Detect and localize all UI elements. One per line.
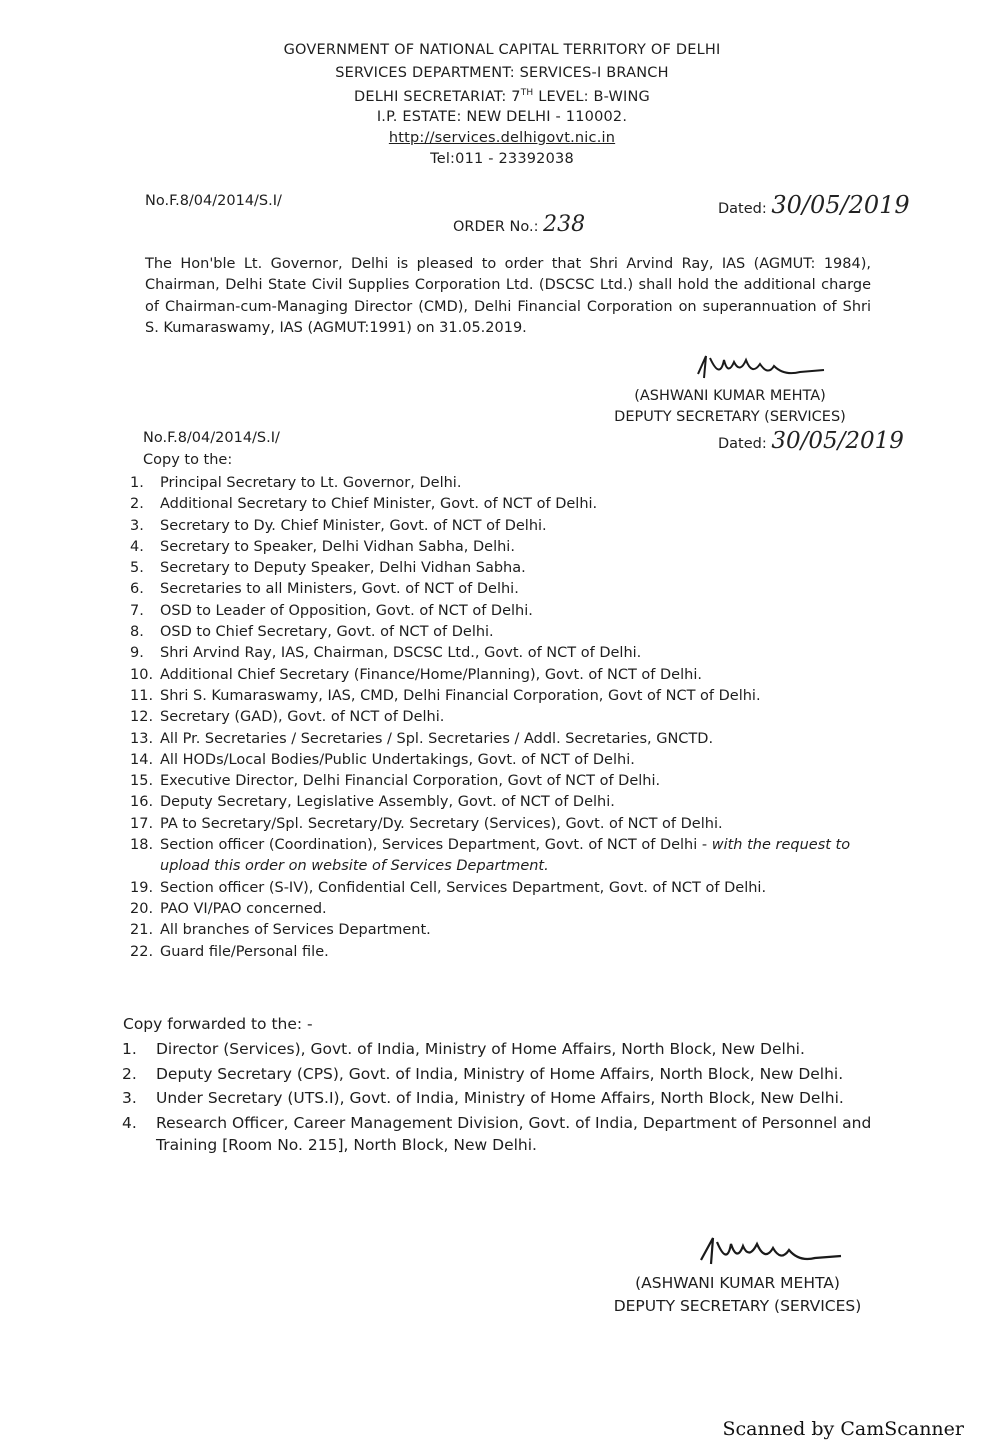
order-body-paragraph: The Hon'ble Lt. Governor, Delhi is pleased to order that Shri Arvind Ray, IAS (AGMUT: 1984), Chairman, Delhi State Civil Supplies Corporation Ltd. (DSCSC Ltd.) shall hold the additional charge of Chairman-cum-Managing Director (CMD), Delhi Financial Corporation on superannuation of Shri S. Kumaraswamy, IAS (AGMUT:1991) on 31.05.2019. (145, 256, 871, 337)
signatory-designation: DEPUTY SECRETARY (SERVICES) (614, 409, 846, 425)
list-item-text: Section officer (S-IV), Confidential Cell, Services Department, Govt. of NCT of Delhi. (160, 879, 767, 896)
list-item-italic-note: with the request to upload this order on website of Services Department. (160, 837, 851, 875)
list-item-text: OSD to Leader of Opposition, Govt. of NCT of Delhi. (160, 602, 533, 619)
list-item (130, 558, 875, 579)
list-item-text: Guard file/Personal file. (160, 943, 329, 960)
list-item (130, 814, 875, 835)
list-item-number: 17. (130, 815, 154, 832)
list-item (130, 878, 875, 899)
list-item (122, 1038, 877, 1061)
list-item (130, 665, 875, 686)
list-item-number: 3. (122, 1089, 137, 1107)
list-item-text: Secretaries to all Ministers, Govt. of NCT of Delhi. (160, 581, 519, 598)
list-item-text: PA to Secretary/Spl. Secretary/Dy. Secretary (Services), Govt. of NCT of Delhi. (160, 815, 723, 832)
order-file-number: No.F.8/04/2014/S.I/ (145, 193, 282, 209)
list-item-text: Deputy Secretary, Legislative Assembly, Govt. of NCT of Delhi. (160, 794, 615, 811)
list-item (122, 1112, 877, 1157)
list-item-text: Additional Chief Secretary (Finance/Home/Planning), Govt. of NCT of Delhi. (160, 666, 702, 683)
list-item-number: 13. (130, 730, 154, 747)
list-item (130, 771, 875, 792)
signatory-designation: DEPUTY SECRETARY (SERVICES) (613, 1296, 862, 1315)
handwritten-order-number: 238 (543, 212, 586, 237)
list-item (130, 622, 875, 643)
list-item (130, 899, 875, 920)
list-item-text: Shri S. Kumaraswamy, IAS, CMD, Delhi Financial Corporation, Govt of NCT of Delhi. (160, 687, 761, 704)
list-item-number: 6. (130, 581, 144, 598)
list-item (130, 516, 875, 537)
signatory-block (590, 1272, 885, 1317)
signatory-block (590, 386, 870, 428)
list-item-text: OSD to Chief Secretary, Govt. of NCT of Delhi. (160, 624, 494, 641)
list-item-text: Secretary to Speaker, Delhi Vidhan Sabha, Delhi. (160, 538, 515, 555)
list-item (130, 835, 875, 878)
copy-date: Dated: 30/05/2019 (718, 428, 904, 454)
list-item-number: 15. (130, 773, 154, 790)
list-item (130, 473, 875, 494)
list-item-number: 18. (130, 837, 154, 854)
copy-file-number: No.F.8/04/2014/S.I/ (143, 430, 280, 446)
list-item-number: 7. (130, 602, 144, 619)
list-item-text: Shri Arvind Ray, IAS, Chairman, DSCSC Ltd., Govt. of NCT of Delhi. (160, 645, 642, 662)
handwritten-copy-date: 30/05/2019 (771, 428, 904, 454)
list-item-number: 10. (130, 666, 154, 683)
list-item (122, 1087, 877, 1110)
list-item-text: All Pr. Secretaries / Secretaries / Spl. Secretaries / Addl. Secretaries, GNCTD. (160, 730, 714, 747)
signatory-name: (ASHWANI KUMAR MEHTA) (634, 388, 826, 404)
list-item-text: Additional Secretary to Chief Minister, Govt. of NCT of Delhi. (160, 496, 598, 513)
list-item-text: Secretary to Dy. Chief Minister, Govt. of NCT of Delhi. (160, 517, 547, 534)
list-item-text: Section officer (Coordination), Services Department, Govt. of NCT of Delhi - with the request to upload this order on website of Services Department. (160, 837, 851, 875)
header-line-secretariat: DELHI SECRETARIAT: 7TH LEVEL: B-WING (354, 88, 650, 105)
list-item-number: 9. (130, 645, 144, 662)
list-item (130, 920, 875, 941)
order-number: ORDER No.: 238 (453, 212, 586, 237)
list-item-number: 22. (130, 943, 154, 960)
order-date: Dated: 30/05/2019 (718, 191, 910, 219)
copy-to-heading: Copy to the: (143, 452, 233, 468)
list-item-number: 14. (130, 751, 154, 768)
copy-forwarded-list (122, 1038, 877, 1159)
list-item-number: 1. (130, 475, 144, 491)
list-item-number: 19. (130, 879, 154, 896)
list-item-text: Secretary (GAD), Govt. of NCT of Delhi. (160, 709, 445, 726)
list-item-number: 2. (122, 1064, 137, 1083)
list-item-text: Director (Services), Govt. of India, Ministry of Home Affairs, North Block, New Delhi. (156, 1040, 805, 1058)
list-item-text: All branches of Services Department. (160, 922, 431, 939)
signature-image (695, 1232, 845, 1272)
list-item-number: 21. (130, 922, 154, 939)
scanner-watermark: Scanned by CamScanner (722, 1418, 964, 1440)
list-item-number: 2. (130, 496, 144, 513)
list-item (130, 494, 875, 515)
list-item (130, 942, 875, 963)
list-item (130, 686, 875, 707)
list-item-text: Executive Director, Delhi Financial Corporation, Govt of NCT of Delhi. (160, 773, 661, 790)
list-item (130, 729, 875, 750)
signature-image (690, 350, 830, 386)
list-item-number: 8. (130, 624, 144, 641)
header-line-address: I.P. ESTATE: NEW DELHI - 110002. (376, 109, 628, 125)
list-item (130, 707, 875, 728)
list-item (130, 537, 875, 558)
list-item-number: 1. (122, 1040, 137, 1058)
list-item-text: Deputy Secretary (CPS), Govt. of India, Ministry of Home Affairs, North Block, New Delhi. (156, 1064, 844, 1083)
list-item-text: Secretary to Deputy Speaker, Delhi Vidhan Sabha. (160, 560, 526, 577)
list-item-text: All HODs/Local Bodies/Public Undertakings, Govt. of NCT of Delhi. (160, 751, 635, 768)
list-item (130, 601, 875, 622)
list-item-text: Principal Secretary to Lt. Governor, Delhi. (160, 475, 462, 491)
header-telephone: Tel:011 - 23392038 (430, 151, 574, 167)
list-item-number: 3. (130, 517, 144, 534)
handwritten-date: 30/05/2019 (771, 191, 910, 219)
list-item-number: 12. (130, 709, 154, 726)
list-item-number: 5. (130, 560, 144, 577)
list-item-text: Research Officer, Career Management Division, Govt. of India, Department of Personnel and Training [Room No. 215], North Block, New Delhi. (156, 1113, 872, 1154)
list-item-number: 11. (130, 687, 154, 704)
list-item-number: 4. (122, 1113, 137, 1132)
list-item-number: 16. (130, 794, 154, 811)
header-line-government: GOVERNMENT OF NATIONAL CAPITAL TERRITORY OF DELHI (283, 42, 721, 58)
list-item-text: Under Secretary (UTS.I), Govt. of India, Ministry of Home Affairs, North Block, New Delhi. (156, 1089, 844, 1107)
signatory-name: (ASHWANI KUMAR MEHTA) (635, 1274, 840, 1292)
list-item (130, 643, 875, 664)
list-item (130, 750, 875, 771)
copy-forwarded-heading: Copy forwarded to the: - (123, 1015, 313, 1033)
list-item (130, 792, 875, 813)
list-item (130, 579, 875, 600)
header-line-department: SERVICES DEPARTMENT: SERVICES-I BRANCH (335, 65, 669, 81)
list-item-number: 20. (130, 900, 154, 917)
header-website-link[interactable]: http://services.delhigovt.nic.in (388, 130, 616, 146)
list-item-number: 4. (130, 538, 144, 555)
list-item-text: PAO VI/PAO concerned. (160, 900, 327, 917)
copy-to-list (130, 473, 875, 963)
list-item (122, 1063, 877, 1086)
